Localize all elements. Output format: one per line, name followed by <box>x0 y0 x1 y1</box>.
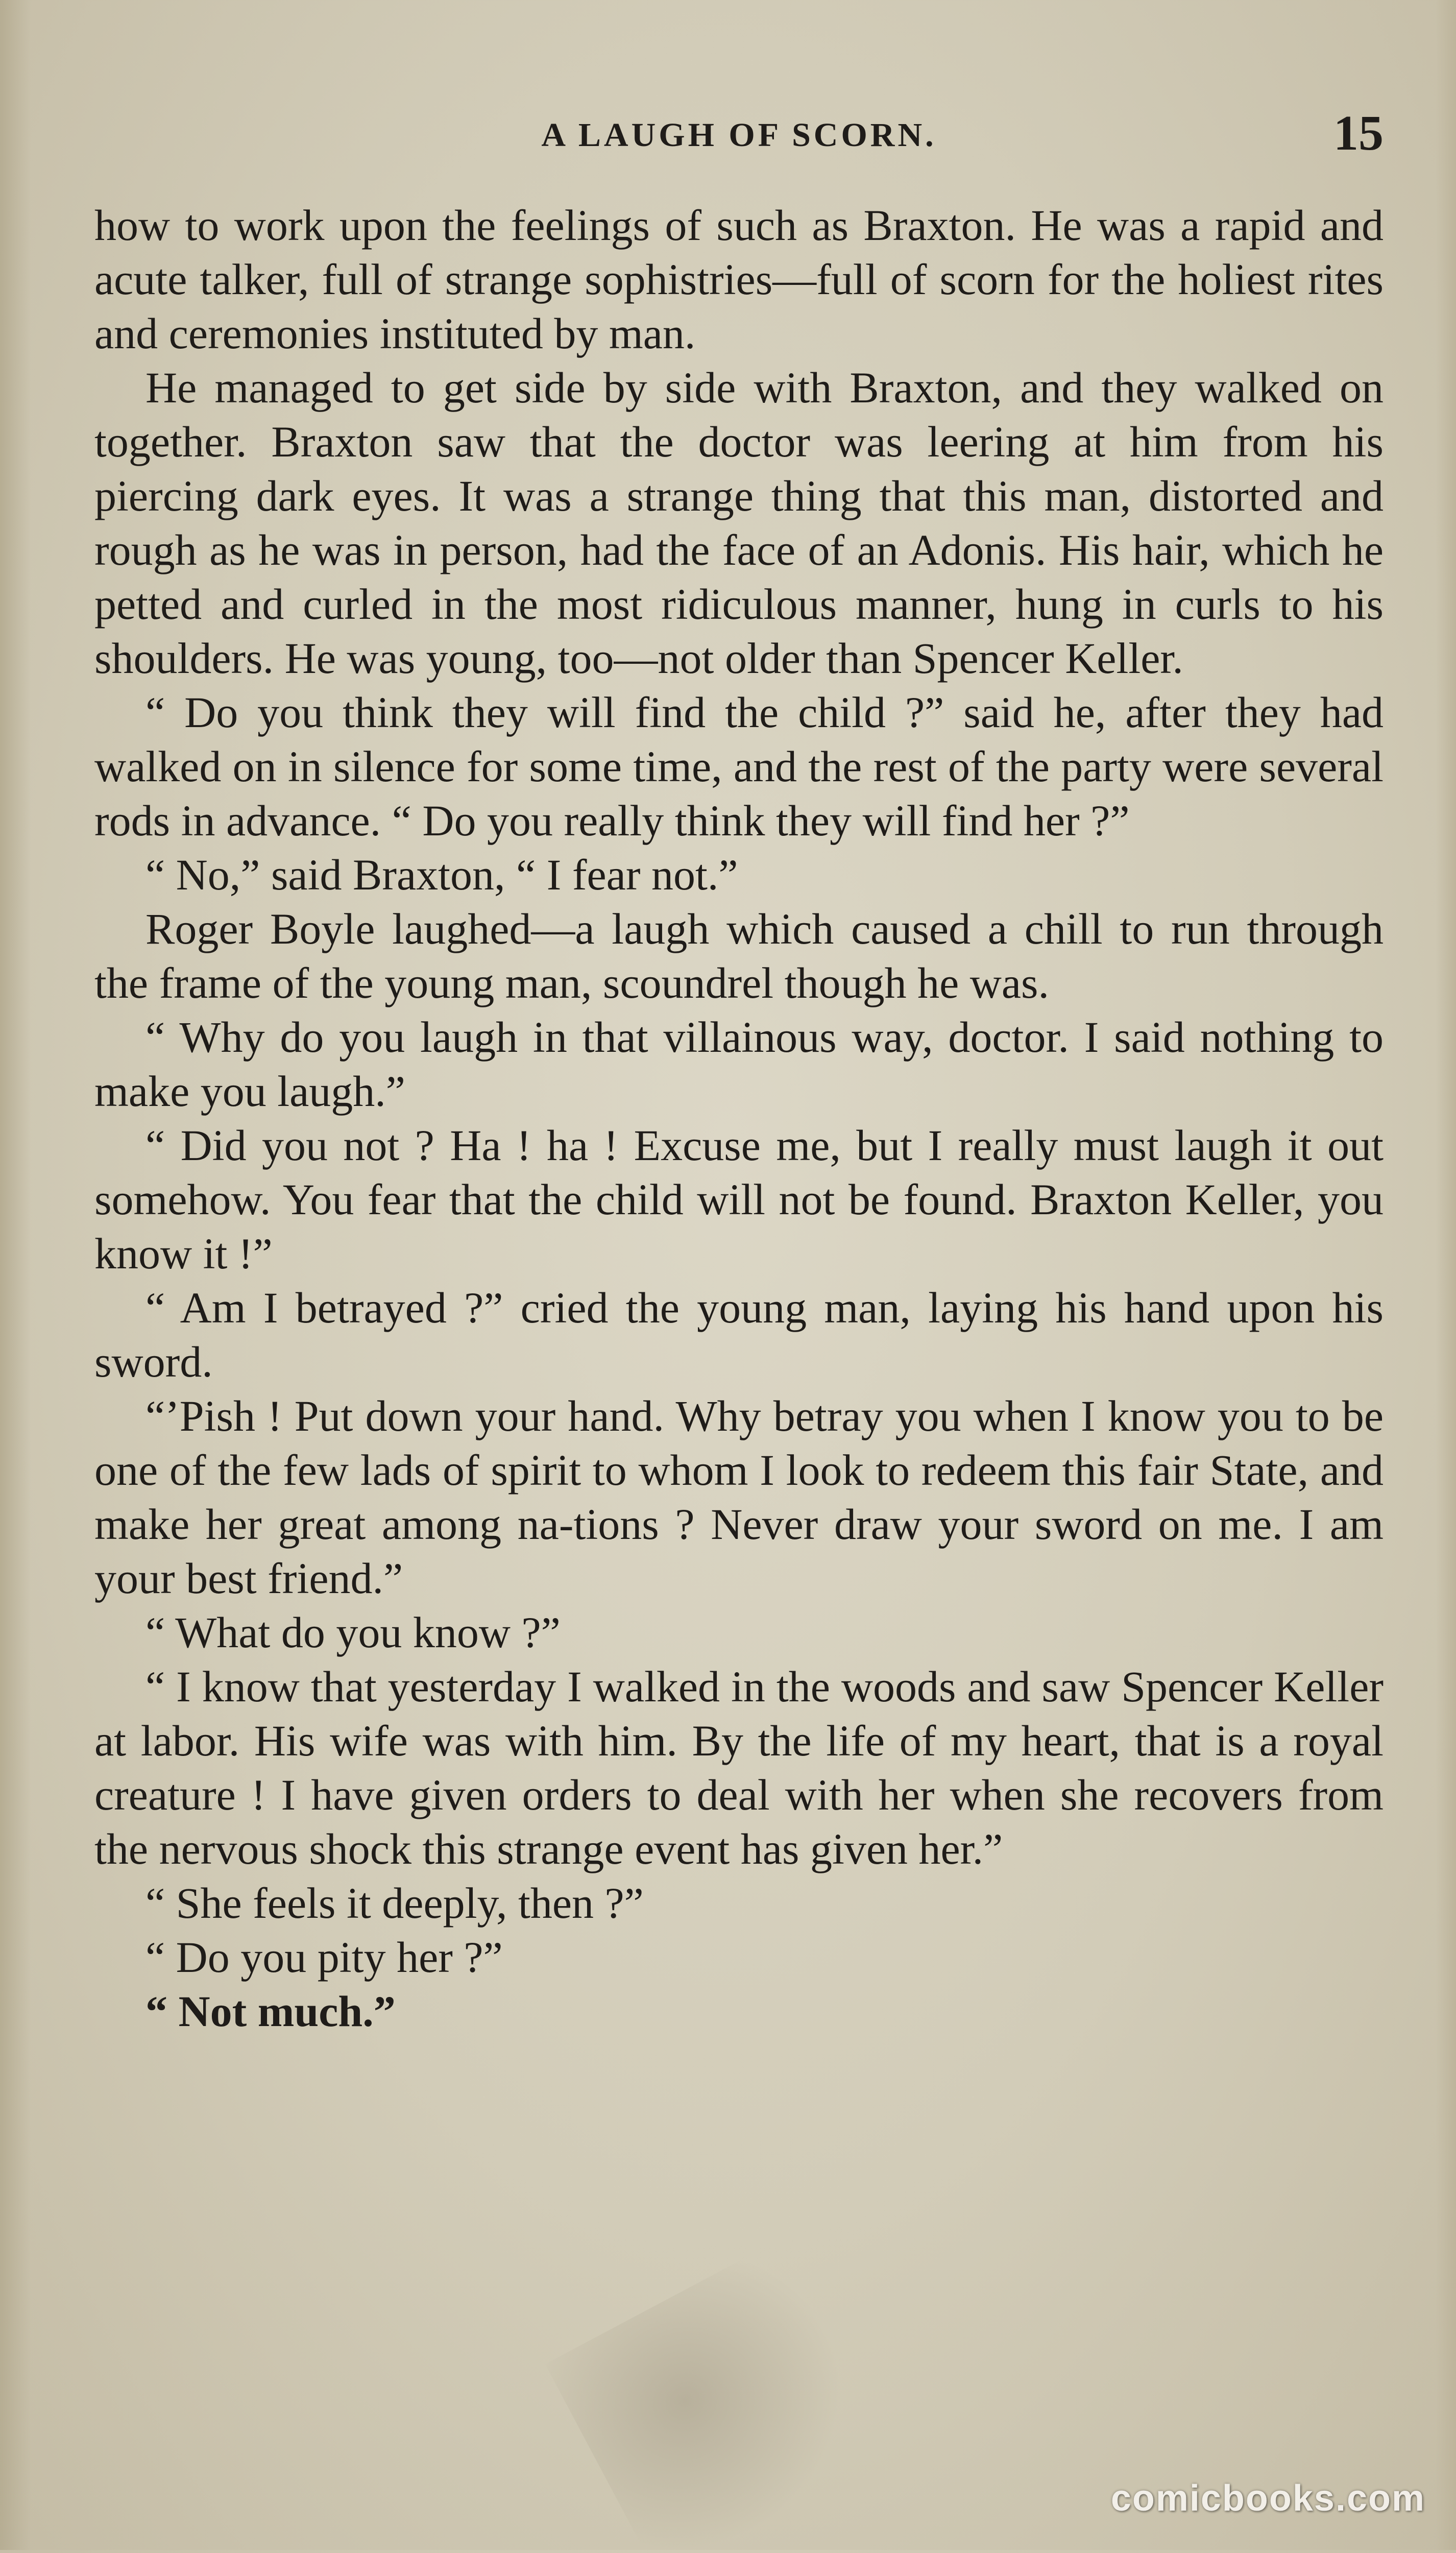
paragraph: how to work upon the feelings of such as Braxton. He was a rapid and acute talker, full of strange sophistries—full of scorn for the holiest rites and ceremonies instituted by man. <box>94 201 1384 358</box>
paragraph: He managed to get side by side with Braxton, and they walked on together. Braxton saw that the doctor was leering at him from his piercing dark eyes. It was a strange thing that this man, distorted and rough as he was in person, had the face of an Adonis. His hair, which he petted and curled in the most ridiculous manner, hung in curls to his shoulders. He was young, too—not older than Spencer Keller. <box>94 363 1384 683</box>
paragraph: “ Why do you laugh in that villainous way, doctor. I said nothing to make you laugh.” <box>94 1013 1384 1116</box>
paragraph: “ Do you pity her ?” <box>145 1933 503 1982</box>
body-text <box>94 198 1384 2404</box>
paragraph: “ I know that yesterday I walked in the woods and saw Spencer Keller at labor. His wife was with him. By the life of my heart, that is a royal creature ! I have given orders to deal with her when she recovers from the nervous shock this strange event has given her.” <box>94 1662 1384 1873</box>
page-edge-shadow-right <box>1436 0 1456 2550</box>
paragraph: “ What do you know ?” <box>145 1608 561 1657</box>
paragraph: “’Pish ! Put down your hand. Why betray you when I know you to be one of the few lads of spirit to whom I look to redeem this fair State, and make her great among na-tions ? Never draw your sword on me. I am your best friend.” <box>94 1391 1384 1603</box>
page-header <box>94 105 1384 161</box>
paragraph: “ Not much.” <box>145 1987 396 2036</box>
paragraph: “ Did you not ? Ha ! ha ! Excuse me, but I really must laugh it out somehow. You fear that the child will not be found. Braxton Keller, you know it !” <box>94 1121 1384 1278</box>
paragraph: “ Do you think they will find the child ?” said he, after they had walked on in silence for some time, and the rest of the party were several rods in advance. “ Do you really think they will find her ?” <box>94 688 1384 845</box>
paragraph: “ Am I betrayed ?” cried the young man, laying his hand upon his sword. <box>94 1283 1384 1386</box>
paragraph: “ No,” said Braxton, “ I fear not.” <box>145 850 738 899</box>
paragraph: Roger Boyle laughed—a laugh which caused a chill to run through the frame of the young man, scoundrel though he was. <box>94 904 1384 1007</box>
paragraph: “ She feels it deeply, then ?” <box>145 1878 644 1928</box>
running-head: A LAUGH OF SCORN. <box>541 116 937 154</box>
page-edge-shadow-left <box>0 0 31 2550</box>
page-number: 15 <box>1333 106 1384 161</box>
watermark: comicbooks.com <box>1110 2478 1425 2519</box>
